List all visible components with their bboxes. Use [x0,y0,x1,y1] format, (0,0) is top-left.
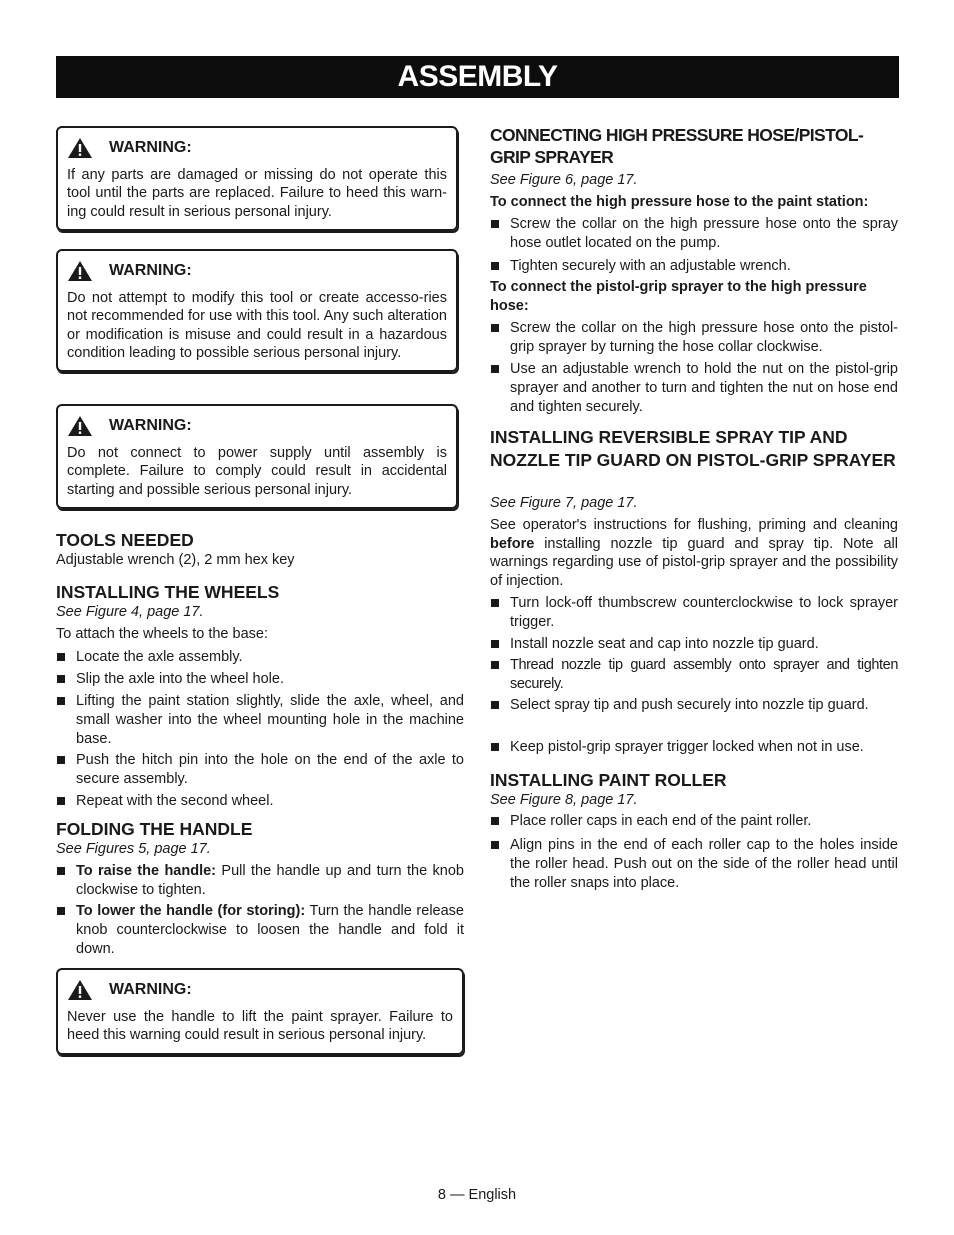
warning-box-parts [56,126,458,231]
tools-text: Adjustable wrench (2), 2 mm hex key [56,552,295,568]
warning-triangle-icon [67,137,93,159]
warning-title: WARNING: [109,262,192,279]
tools-heading: TOOLS NEEDED [56,530,194,550]
list-item: Use an adjustable wrench to hold the nut on the pistol-grip sprayer and another to turn and tighten the nut on hose end and tighten securely. [490,360,898,416]
warning-title: WARNING: [109,981,192,998]
warning-box-handle [56,968,464,1055]
tip-heading: INSTALLING REVERSIBLE SPRAY TIP AND NOZZLE TIP GUARD ON PISTOL-GRIP SPRAYER [490,427,896,470]
list-item-lower [56,902,464,958]
list-item: Locate the axle assembly. [56,648,464,667]
list-item: Lifting the paint station slightly, slide the axle, wheel, and small washer into the wheel mounting hole in the machine base. [56,692,464,748]
list-item: Turn lock-off thumbscrew counterclockwise to lock sprayer trigger. [490,594,898,632]
roller-ref: See Figure 8, page 17. [490,792,638,808]
warning-title: WARNING: [109,417,192,434]
warning-box-modify [56,249,458,372]
tip-intro [490,516,898,590]
tip-intro-b: installing nozzle tip guard and spray tip. Note all warnings regarding use of pistol-grip sprayer and the possibility of injection. [490,535,898,589]
list-item: Repeat with the second wheel. [56,792,464,811]
wheels-intro: To attach the wheels to the base: [56,626,268,642]
warning-text: If any parts are damaged or missing do not operate this tool until the parts are replaced. Failure to heed this warn-ing could result in serious personal injury. [67,167,447,220]
list-item: Select spray tip and push securely into nozzle tip guard. [490,696,898,715]
page-footer: 8 — English [437,1187,517,1203]
tip-intro-a: See operator's instructions for flushing, priming and cleaning [490,517,898,533]
list-item: Place roller caps in each end of the paint roller. [490,812,898,831]
list-item: Push the hitch pin into the hole on the end of the axle to secure assembly. [56,751,464,789]
tip-ref: See Figure 7, page 17. [490,495,638,511]
lower-label: To lower the handle (for storing): [76,903,306,919]
lower-text: Turn the handle release knob counterclockwise to loosen the handle and fold it down. [76,903,464,957]
warning-box-power [56,404,458,509]
warning-triangle-icon [67,260,93,282]
warning-text: Never use the handle to lift the paint sprayer. Failure to heed this warning could result in serious personal injury. [67,1009,453,1044]
raise-text: Pull the handle up and turn the knob clockwise to tighten. [76,863,464,898]
list-item: Screw the collar on the high pressure hose onto the pistol-grip sprayer by turning the hose collar clockwise. [490,319,898,357]
warning-text: Do not connect to power supply until assembly is complete. Failure to comply could result in accidental starting and possible serious personal injury. [67,445,447,498]
list-item: Align pins in the end of each roller cap to the holes inside the roller head. Push out on the side of the roller head until the roller snaps into place. [490,836,898,892]
warning-triangle-icon [67,979,93,1001]
hose-heading: CONNECTING HIGH PRESSURE HOSE/PISTOL-GRIP SPRAYER [490,125,864,167]
warning-title: WARNING: [109,139,192,156]
wheels-ref: See Figure 4, page 17. [56,604,204,620]
hose-ref: See Figure 6, page 17. [490,172,638,188]
handle-ref: See Figures 5, page 17. [56,841,211,857]
roller-heading: INSTALLING PAINT ROLLER [490,770,727,790]
list-item: Screw the collar on the high pressure hose onto the spray hose outlet located on the pump. [490,215,898,253]
list-item: Keep pistol-grip sprayer trigger locked when not in use. [490,738,898,757]
handle-heading: FOLDING THE HANDLE [56,819,253,839]
list-item: Install nozzle seat and cap into nozzle tip guard. [490,635,898,654]
list-item: Slip the axle into the wheel hole. [56,670,464,689]
page-title: ASSEMBLY [56,56,899,98]
raise-label: To raise the handle: [76,863,217,879]
list-item-raise [56,862,464,900]
warning-text: Do not attempt to modify this tool or create accesso-ries not recommended for use with this tool. Any such alteration or modification is misuse and could result in a hazardous condition leading to possible serious personal injury. [67,290,447,361]
wheels-heading: INSTALLING THE WHEELS [56,582,280,602]
warning-triangle-icon [67,415,93,437]
list-item: Thread nozzle tip guard assembly onto sprayer and tighten securely. [490,656,898,694]
hose-sub1: To connect the high pressure hose to the paint station: [490,194,869,210]
list-item: Tighten securely with an adjustable wrench. [490,257,898,276]
tip-intro-bold: before [490,535,535,552]
hose-sub2: To connect the pistol-grip sprayer to the high pressure hose: [490,279,867,314]
